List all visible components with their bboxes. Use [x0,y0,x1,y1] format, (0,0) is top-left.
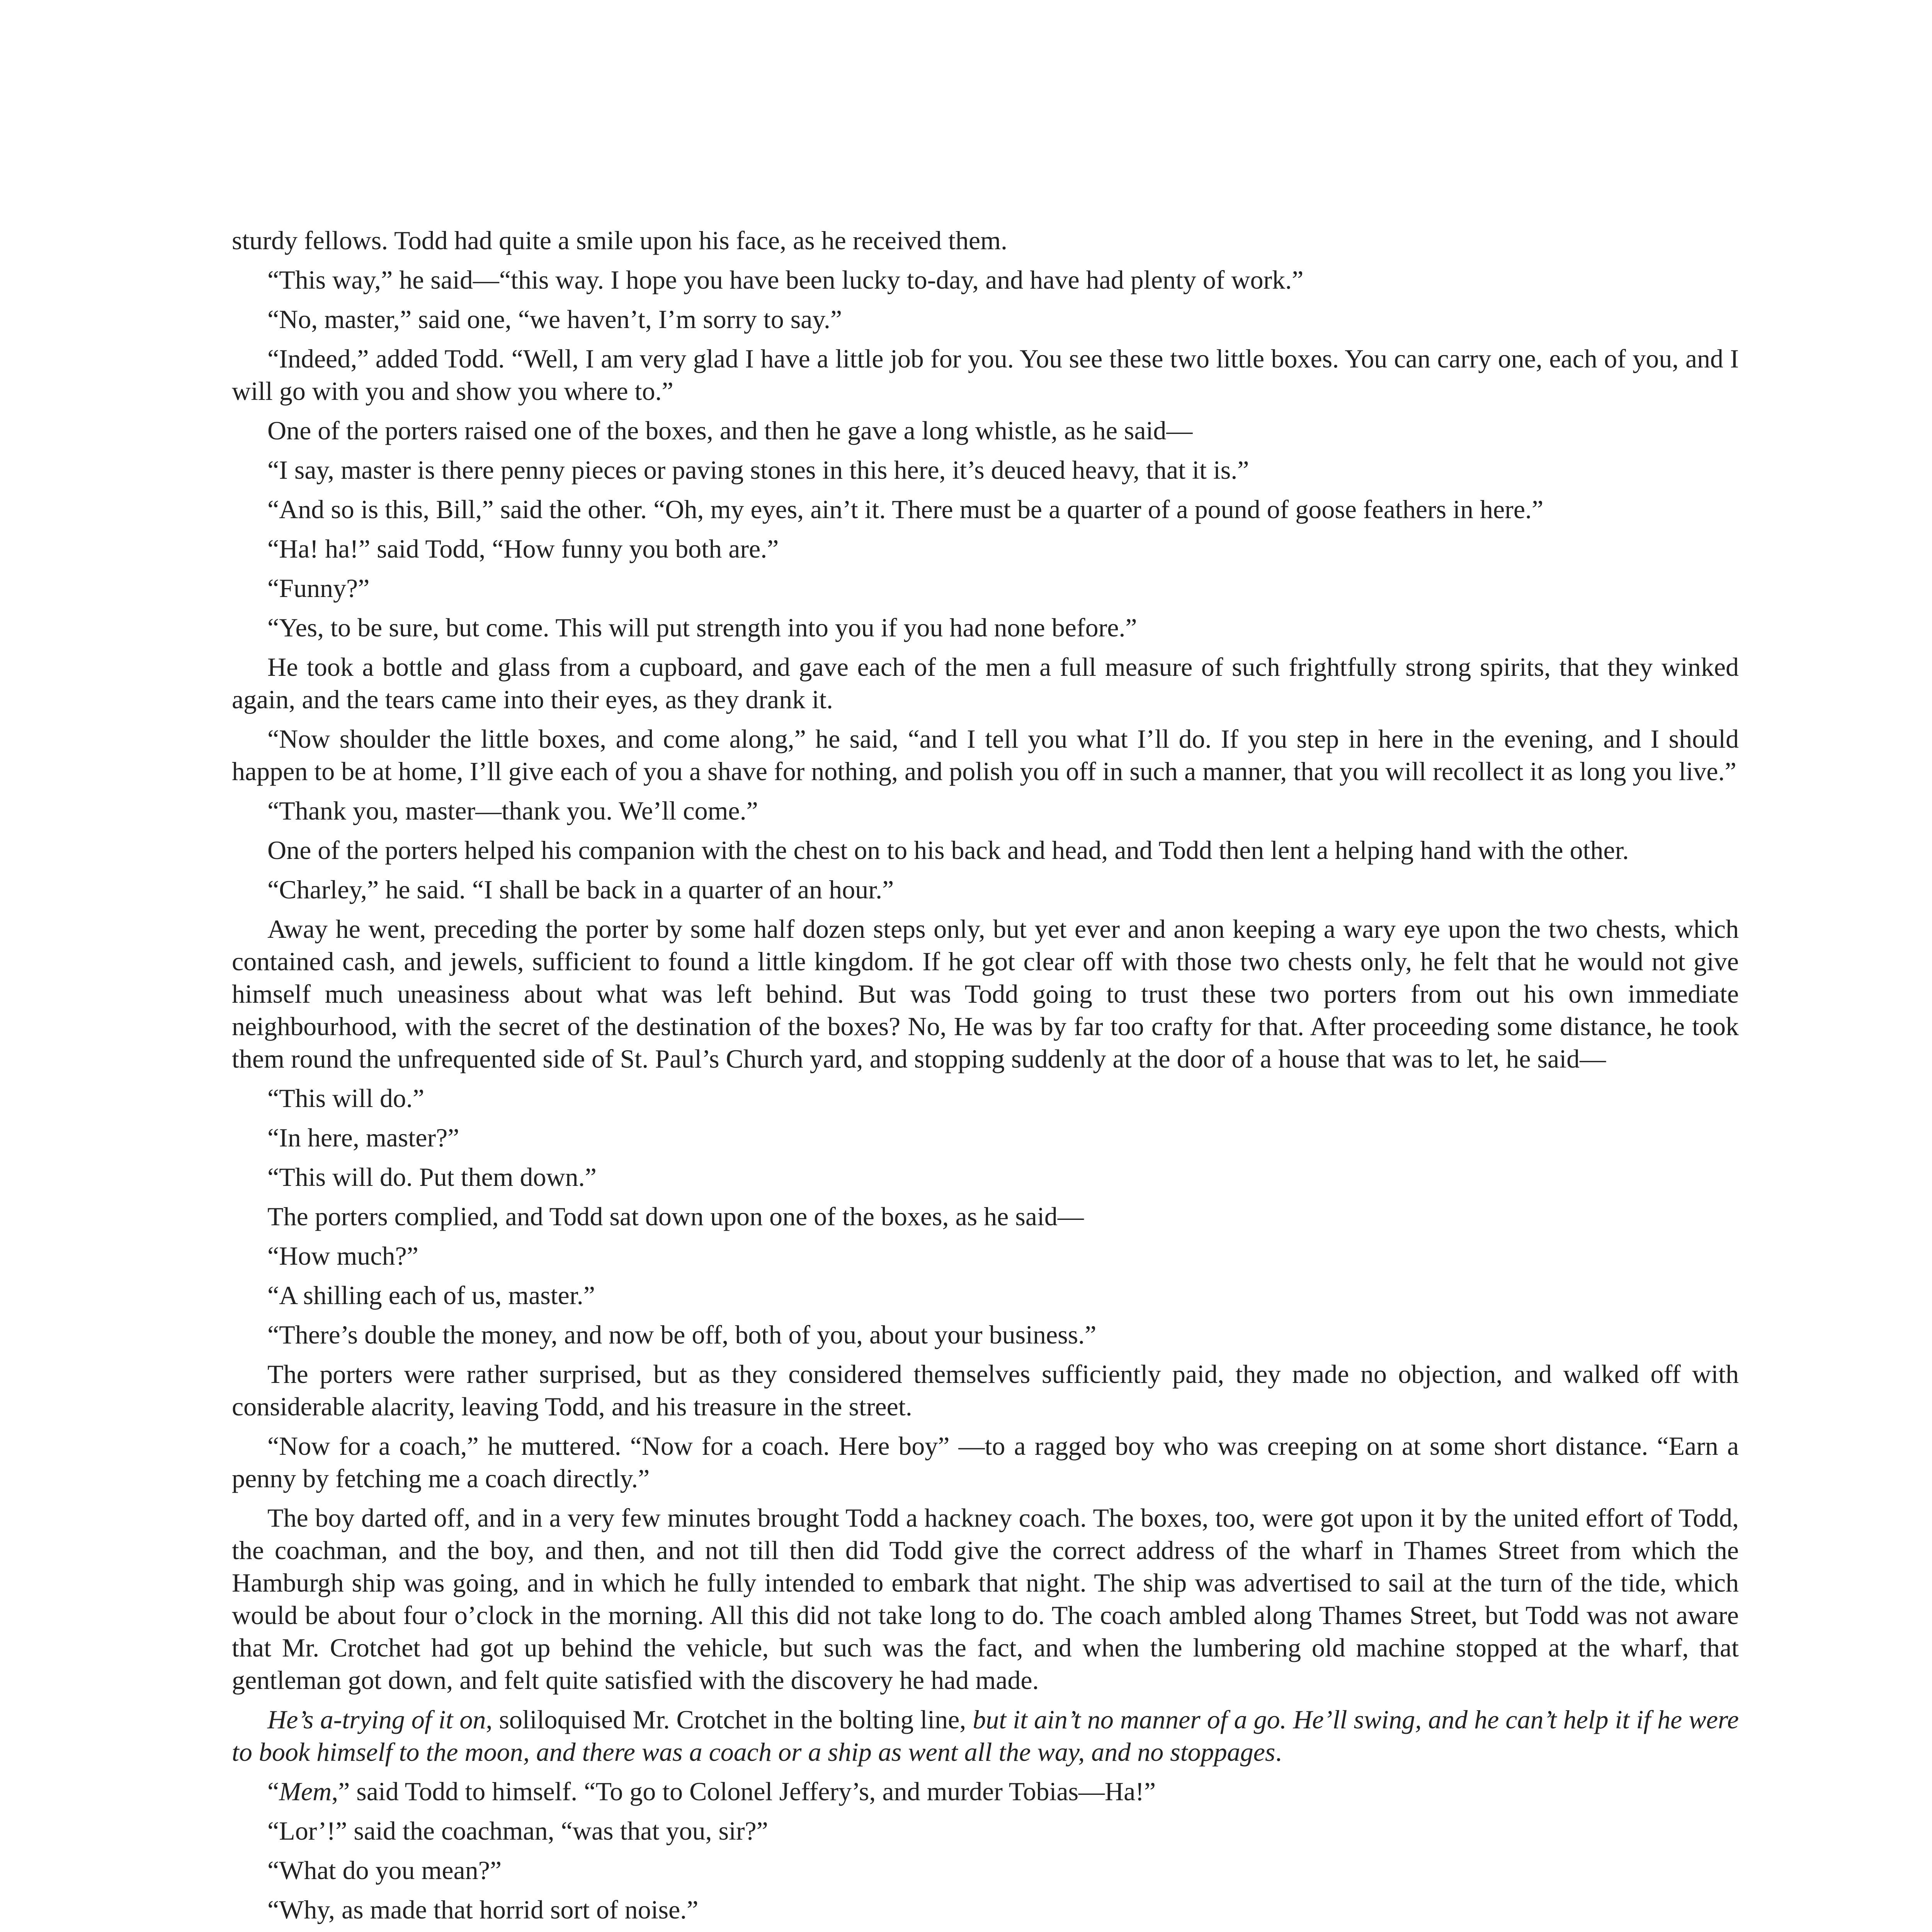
paragraph [232,1358,1739,1423]
paragraph [232,414,1739,447]
paragraph [232,493,1739,526]
paragraph [232,1161,1739,1193]
paragraph [232,1502,1739,1696]
text-run: “In here, master?” [267,1123,459,1152]
text-run: . [1275,1737,1282,1767]
text-run: “This way,” he said—“this way. I hope you have been lucky to-day, and have had plenty of work.” [267,265,1304,294]
paragraph [232,611,1739,644]
text-run: “And so is this, Bill,” said the other. “Oh, my eyes, ain’t it. There must be a quarter of a pound of goose feathers in here.” [267,495,1544,524]
text-run: One of the porters raised one of the boxes, and then he gave a long whistle, as he said— [267,416,1193,445]
paragraph [232,834,1739,866]
paragraph [232,1815,1739,1847]
paragraph [232,1279,1739,1311]
text-run: “Ha! ha!” said Todd, “How funny you both are.” [267,534,779,563]
text-run: The porters were rather surprised, but as they considered themselves sufficiently paid, they made no objection, and walked off with considerable alacrity, leaving Todd, and his treasure in the street. [232,1359,1739,1421]
text-run: One of the porters helped his companion with the chest on to his back and head, and Todd then lent a helping hand with the other. [267,835,1629,865]
paragraph [232,651,1739,716]
paragraph [232,794,1739,827]
paragraph [232,303,1739,335]
paragraph [232,1082,1739,1114]
text-run: “Funny?” [267,573,370,603]
paragraph [232,1200,1739,1233]
text-run: “This will do. Put them down.” [267,1162,597,1192]
italic-text: He’s a-trying of it on [267,1705,486,1734]
paragraph [232,572,1739,604]
text-run: “What do you mean?” [267,1855,502,1885]
paragraph [232,1430,1739,1495]
text-run: “Now for a coach,” he muttered. “Now for a coach. Here boy” —to a ragged boy who was creeping on at some short distance. “Earn a penny by fetching me a coach directly.” [232,1431,1739,1493]
text-run: “Charley,” he said. “I shall be back in a quarter of an hour.” [267,875,894,904]
text-run: “Lor’!” said the coachman, “was that you, sir?” [267,1816,768,1845]
paragraph [232,264,1739,296]
text-run: “Thank you, master—thank you. We’ll come.” [267,796,758,825]
text-run: “Now shoulder the little boxes, and come along,” he said, “and I tell you what I’ll do. If you step in here in the evening, and I should happen to be at home, I’ll give each of you a shave for nothing, and polish you off in such a manner, that you will recollect it as long you live.” [232,724,1739,786]
text-run: “I say, master is there penny pieces or paving stones in this here, it’s deuced heavy, that it is.” [267,455,1249,485]
paragraph [232,454,1739,486]
italic-text: but it ain’t no manner of a go. He’ll swing, and he can’t help it if he were to book himself to the moon, and there was a coach or a ship as went all the way, and no stoppages [232,1705,1739,1767]
text-run: He took a bottle and glass from a cupboard, and gave each of the men a full measure of such frightfully strong spirits, that they winked again, and the tears came into their eyes, as they drank it. [232,652,1739,714]
text-run: Away he went, preceding the porter by some half dozen steps only, but yet ever and anon keeping a wary eye upon the two chests, which contained cash, and jewels, sufficient to found a little kingdom. If he got clear off with those two chests only, he felt that he would not give himself much uneasiness about what was left behind. But was Todd going to trust these two porters from out his own immediate neighbourhood, with the secret of the destination of the boxes? No, He was by far too crafty for that. After proceeding some distance, he took them round the unfrequented side of St. Paul’s Church yard, and stopping suddenly at the door of a house that was to let, he said— [232,914,1739,1073]
paragraph [232,723,1739,787]
text-run: “Indeed,” added Todd. “Well, I am very glad I have a little job for you. You see these two little boxes. You can carry one, each of you, and I will go with you and show you where to.” [232,344,1739,406]
paragraph [232,1121,1739,1154]
text-run: “How much?” [267,1241,418,1270]
text-run: sturdy fellows. Todd had quite a smile upon his face, as he received them. [232,226,1007,255]
paragraph [232,1703,1739,1768]
paragraph [232,1240,1739,1272]
paragraph [232,342,1739,407]
text-run: “This will do.” [267,1083,425,1113]
italic-text: Mem [279,1777,332,1806]
text-run: “Why, as made that horrid sort of noise.” [267,1895,699,1924]
paragraph [232,1318,1739,1351]
page-body [232,224,1739,1932]
paragraph [232,1854,1739,1886]
paragraph [232,1893,1739,1926]
text-run: “No, master,” said one, “we haven’t, I’m sorry to say.” [267,304,842,334]
text-run: “Yes, to be sure, but come. This will put strength into you if you had none before.” [267,613,1137,642]
text-run: , soliloquised Mr. Crotchet in the bolting line, [486,1705,973,1734]
paragraph [232,1775,1739,1808]
text-run: “There’s double the money, and now be off, both of you, about your business.” [267,1320,1097,1349]
text-run: ,” said Todd to himself. “To go to Colonel Jeffery’s, and murder Tobias—Ha!” [332,1777,1156,1806]
text-run: The porters complied, and Todd sat down upon one of the boxes, as he said— [267,1202,1084,1231]
text-run: “A shilling each of us, master.” [267,1281,595,1310]
paragraph [232,224,1739,257]
text-run: The boy darted off, and in a very few minutes brought Todd a hackney coach. The boxes, too, were got upon it by the united effort of Todd, the coachman, and the boy, and then, and not till then did Todd give the correct address of the wharf in Thames Street from which the Hamburgh ship was going, and in which he fully intended to embark that night. The ship was advertised to sail at the turn of the tide, which would be about four o’clock in the morning. All this did not take long to do. The coach ambled along Thames Street, but Todd was not aware that Mr. Crotchet had got up behind the vehicle, but such was the fact, and when the lumbering old machine stopped at the wharf, that gentleman got down, and felt quite satisfied with the discovery he had made. [232,1503,1739,1695]
paragraph [232,873,1739,906]
paragraph [232,532,1739,565]
text-run: “ [267,1777,279,1806]
paragraph [232,913,1739,1075]
